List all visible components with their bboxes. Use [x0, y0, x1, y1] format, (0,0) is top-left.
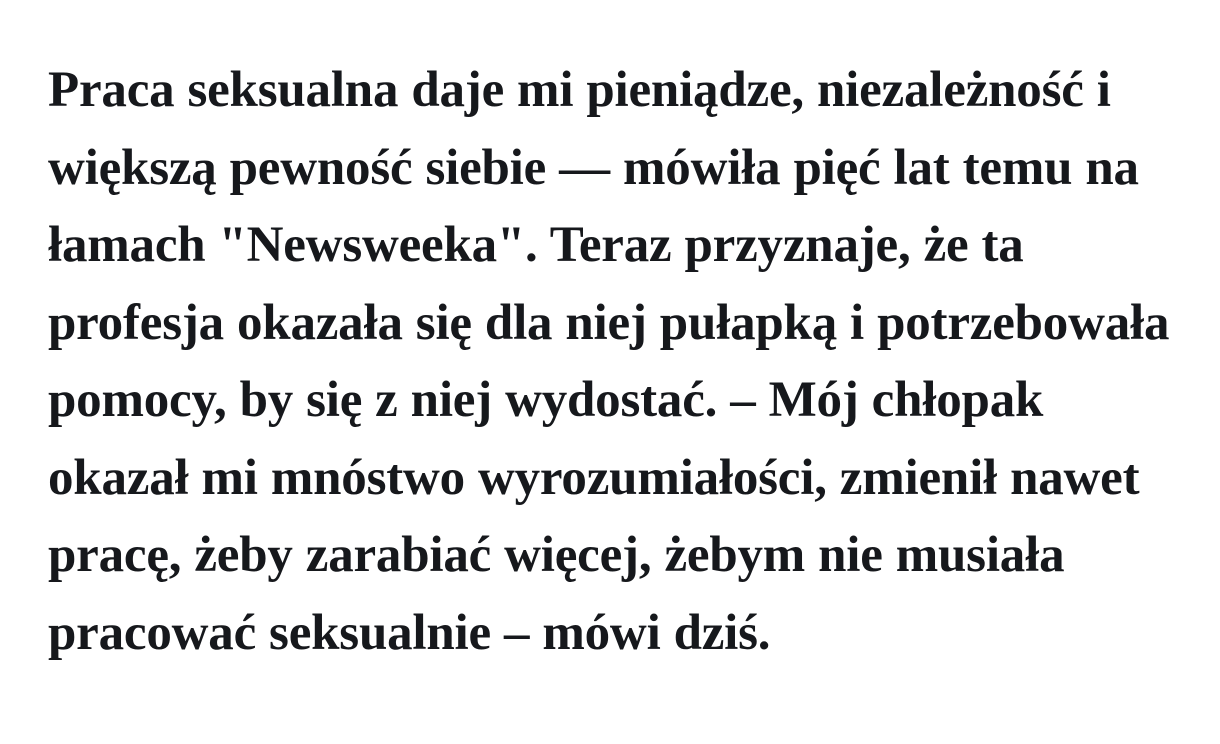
pull-quote-text: Praca seksualna daje mi pieniądze, niezależność i większą pewność siebie — mówiła pięć lat temu na łamach "Newsweeka". Teraz przyznaje, że ta profesja okazała się dla niej pułapką i potrzebowała pomocy, by się z niej wydostać. – Mój chłopak okazał mi mnóstwo wyrozumiałości, zmienił nawet pracę, żeby zarabiać więcej, żebym nie musiała pracować seksualnie – mówi dziś. — [48, 62, 1170, 661]
